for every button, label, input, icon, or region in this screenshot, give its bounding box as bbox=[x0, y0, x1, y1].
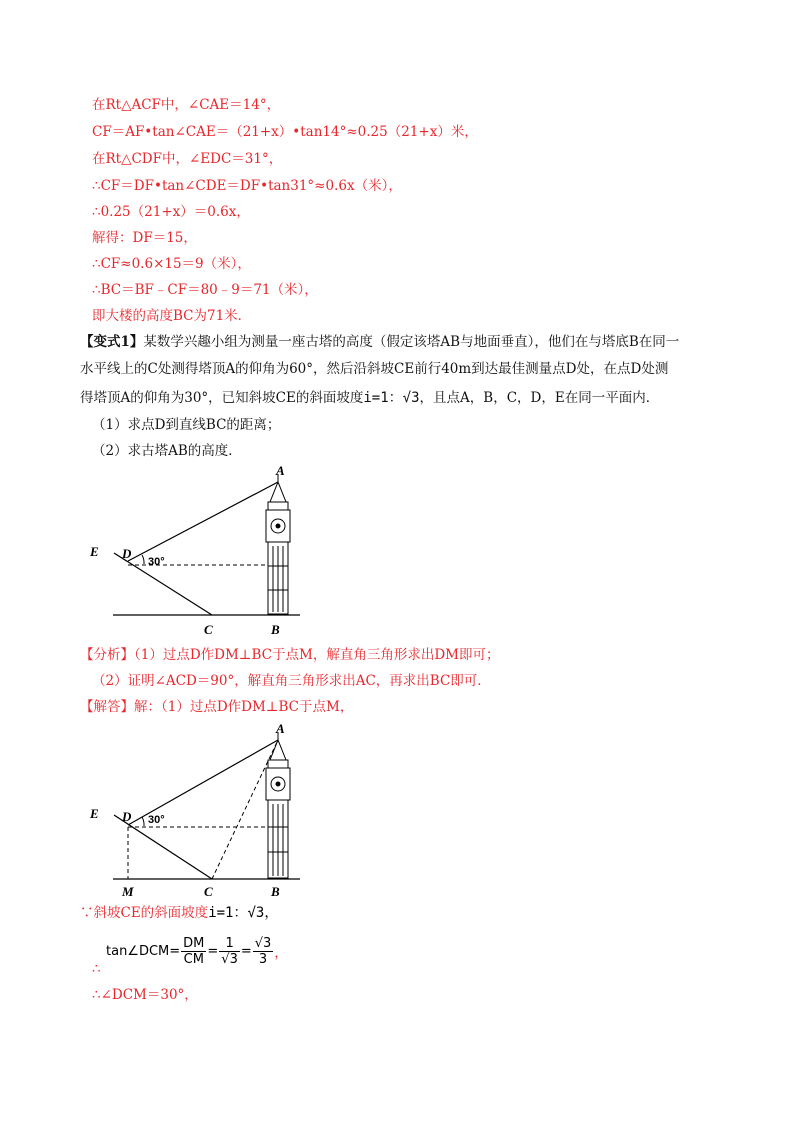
label-A: A bbox=[276, 463, 285, 478]
question-1: （1）求点D到直线BC的距离； bbox=[92, 417, 281, 433]
therefore-symbol: ∴ bbox=[92, 961, 101, 977]
problem-text-3a: 得塔顶A的仰角为30°，已知斜坡CE的斜面坡度 bbox=[80, 390, 364, 406]
solution-line-3: 在Rt△CDF中，∠EDC＝31°， bbox=[92, 151, 283, 167]
solution-line-8: ∴BC＝BF﹣CF＝80﹣9＝71（米）， bbox=[92, 282, 318, 298]
tower-drawing bbox=[266, 732, 290, 878]
solution-line-6: 解得：DF＝15， bbox=[92, 230, 197, 246]
label-D: D bbox=[122, 546, 132, 561]
fraction-1-sqrt3 bbox=[219, 936, 240, 967]
tail-comma: ， bbox=[274, 946, 288, 961]
angle-label: 30° bbox=[148, 814, 165, 826]
label-B: B bbox=[271, 884, 280, 899]
problem-text-3b: ，且点A，B，C，D，E在同一平面内． bbox=[419, 390, 660, 406]
angle-result-line: ∴∠DCM＝30°， bbox=[92, 987, 198, 1003]
tower-figure-2 bbox=[88, 720, 318, 900]
label-B: B bbox=[271, 622, 280, 637]
label-A: A bbox=[276, 721, 285, 736]
solution-line-7: ∴CF≈0.6×15＝9（米）， bbox=[92, 256, 251, 272]
tan-equation bbox=[92, 936, 287, 967]
solution-line-1: 在Rt△ACF中，∠CAE＝14°， bbox=[92, 97, 281, 113]
problem-tag: 【变式1】 bbox=[80, 334, 144, 350]
solution-line-2: CF＝AF•tan∠CAE＝（21+x）•tan14°≈0.25（21+x）米， bbox=[92, 124, 478, 140]
slope-formula: i=1：√3 bbox=[363, 390, 420, 406]
equals-1: = bbox=[207, 944, 219, 959]
frac-num: 1 bbox=[219, 936, 240, 952]
slope-given-line bbox=[80, 904, 278, 922]
frac-den: √3 bbox=[221, 952, 238, 967]
slope-formula-2: i=1：√3， bbox=[208, 905, 279, 921]
tower-figure-1 bbox=[88, 462, 318, 642]
tower-drawing bbox=[266, 474, 290, 614]
fraction-dm-cm bbox=[181, 936, 206, 967]
frac-num: √3 bbox=[254, 936, 272, 951]
problem-text-1: 某数学兴趣小组为测量一座古塔的高度（假定该塔AB与地面垂直），他们在与塔底B在同一 bbox=[143, 334, 680, 350]
frac-num: DM bbox=[183, 936, 205, 951]
analysis-line-1: 【分析】（1）过点D作DM⊥BC于点M，解直角三角形求出DM即可； bbox=[80, 647, 500, 663]
label-C: C bbox=[204, 622, 213, 637]
label-E: E bbox=[90, 544, 99, 559]
angle-label: 30° bbox=[148, 556, 165, 568]
problem-line-2: 水平线上的C处测得塔顶A的仰角为60°，然后沿斜坡CE前行40m到达最佳测量点D处，在点D处测 bbox=[80, 361, 669, 377]
tan-lhs: tan∠DCM= bbox=[106, 944, 181, 959]
solution-line-9: 即大楼的高度BC为71米． bbox=[92, 308, 252, 324]
label-E: E bbox=[90, 806, 99, 821]
problem-line-1 bbox=[80, 333, 679, 351]
fraction-sqrt3-3 bbox=[253, 936, 274, 967]
solution-line-5: ∴0.25（21+x）＝0.6x， bbox=[92, 204, 250, 220]
problem-line-3 bbox=[80, 389, 659, 407]
label-M: M bbox=[122, 884, 134, 899]
frac-den: CM bbox=[183, 952, 204, 967]
answer-line-1: 【解答】解：（1）过点D作DM⊥BC于点M， bbox=[80, 699, 354, 715]
solution-line-4: ∴CF＝DF•tan∠CDE＝DF•tan31°≈0.6x（米）， bbox=[92, 178, 402, 194]
label-C: C bbox=[204, 884, 213, 899]
equals-2: = bbox=[240, 944, 252, 959]
analysis-line-2: （2）证明∠ACD＝90°，解直角三角形求出AC，再求出BC即可． bbox=[92, 673, 491, 689]
because-text: ∵斜坡CE的斜面坡度 bbox=[80, 905, 209, 921]
frac-den: 3 bbox=[258, 952, 268, 967]
question-2: （2）求古塔AB的高度． bbox=[92, 443, 242, 459]
label-D: D bbox=[122, 809, 132, 824]
